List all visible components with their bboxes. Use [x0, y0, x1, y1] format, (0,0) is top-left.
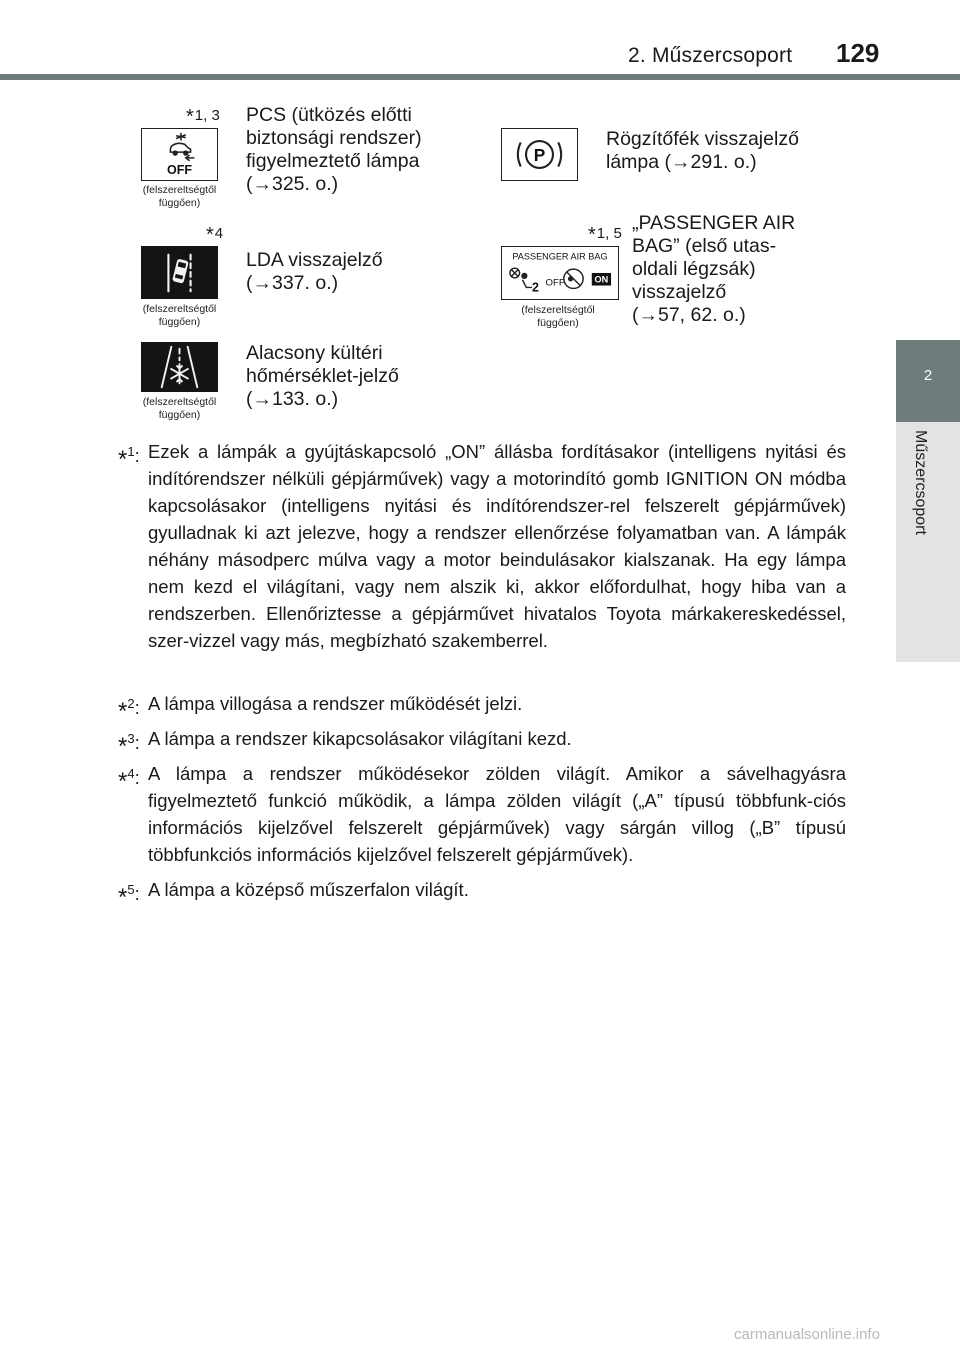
low-temperature-description: Alacsony kültéri hőmérséklet-jelző (→133. o.) — [246, 342, 399, 410]
chapter-label: Műszercsoport — [912, 430, 929, 535]
passenger-airbag-icon — [501, 246, 619, 300]
footnote-ref-1-5: *1, 5 — [588, 224, 622, 246]
svg-text:PASSENGER AIR BAG: PASSENGER AIR BAG — [512, 251, 608, 262]
footnote-marker: *$^1$: — [118, 444, 140, 473]
footnote-5 — [118, 876, 846, 911]
footnote-text: A lámpa a rendszer kikapcsolásakor világítani kezd. — [148, 728, 572, 749]
icon-caption: (felszereltségtől függően) — [142, 396, 217, 421]
passenger-airbag-description: „PASSENGER AIR BAG” (első utas- oldali légzsák) visszajelző (→57, 62. o.) — [632, 212, 796, 326]
svg-text:ON: ON — [594, 274, 609, 285]
icon-caption: (felszereltségtől függően) — [142, 184, 217, 209]
footnote-1 — [118, 438, 846, 654]
pcs-warning-icon — [141, 128, 218, 181]
header-rule — [0, 74, 960, 80]
chapter-number: 2 — [923, 367, 933, 384]
footnote-text: A lámpa a rendszer működésekor zölden világít. Amikor a sávelhagyásra figyelmeztető funkció működik, a lámpa zölden világít („A” típusú többfunk-ciós információs kijelzővel felszerelt gépjárművek) vagy sárgán villog („B” típusú többfunkciós információs kijelzővel felszerelt gépjárművek). — [148, 763, 846, 865]
footnote-marker: *$^3$: — [118, 731, 140, 760]
svg-text:P: P — [533, 144, 546, 165]
lda-description: LDA visszajelző (→337. o.) — [246, 249, 383, 294]
page-number: 129 — [836, 38, 880, 68]
icon-caption: (felszereltségtől függően) — [142, 303, 217, 328]
svg-text:OFF: OFF — [167, 163, 192, 178]
icon-caption: (felszereltségtől függően) — [521, 304, 595, 329]
footnote-ref-1-3: *1, 3 — [186, 106, 220, 128]
footnote-3 — [118, 725, 846, 760]
parking-brake-description: Rögzítőfék visszajelző lámpa (→291. o.) — [606, 128, 799, 173]
pcs-description: PCS (ütközés előtti biztonsági rendszer) figyelmeztető lámpa (→325. o.) — [246, 104, 422, 195]
footnote-text: A lámpa a középső műszerfalon világít. — [148, 879, 469, 900]
footnote-text: Ezek a lámpák a gyújtáskapcsoló „ON” állásba fordításakor (intelligens nyitási és indítórendszer nélküli gépjárművek) vagy a motorindító gomb IGNITION ON módba kapcsolásakor (intelligens nyitási és indítórendszer-rel felszerelt gépjárművek) gyulladnak ki azt jelezve, hogy a rendszer ellenőrzése folyamatban van. A lámpák néhány másodperc múlva vagy a motor beindulásakor kialszanak. Ha egy lámpa nem kezd el világítani, vagy nem alszik ki, akkor előfordulhat, hogy hiba van a rendszerben. Ellenőriztesse a gépjárművet hivatalos Toyota márkakereskedéssel, szer-vizzel vagy más, megbízható szakemberrel. — [148, 441, 846, 651]
lda-indicator-icon — [141, 246, 218, 299]
parking-brake-icon — [501, 128, 578, 181]
running-header: 2. Műszercsoport — [628, 44, 793, 67]
svg-text:OFF: OFF — [545, 277, 565, 289]
watermark: carmanualsonline.info — [734, 1326, 880, 1343]
footnote-4 — [118, 760, 846, 868]
footnote-text: A lámpa villogása a rendszer működését jelzi. — [148, 693, 523, 714]
footnote-marker: *$^5$: — [118, 882, 140, 911]
footnote-2 — [118, 690, 846, 725]
chapter-tab-label-area — [896, 422, 960, 662]
footnote-marker: *$^2$: — [118, 696, 140, 725]
chapter-tab — [896, 340, 960, 422]
svg-text:2: 2 — [532, 280, 540, 295]
low-outside-temperature-icon — [141, 342, 218, 392]
footnote-ref-4: *4 — [206, 224, 224, 246]
footnote-marker: *$^4$: — [118, 766, 140, 795]
